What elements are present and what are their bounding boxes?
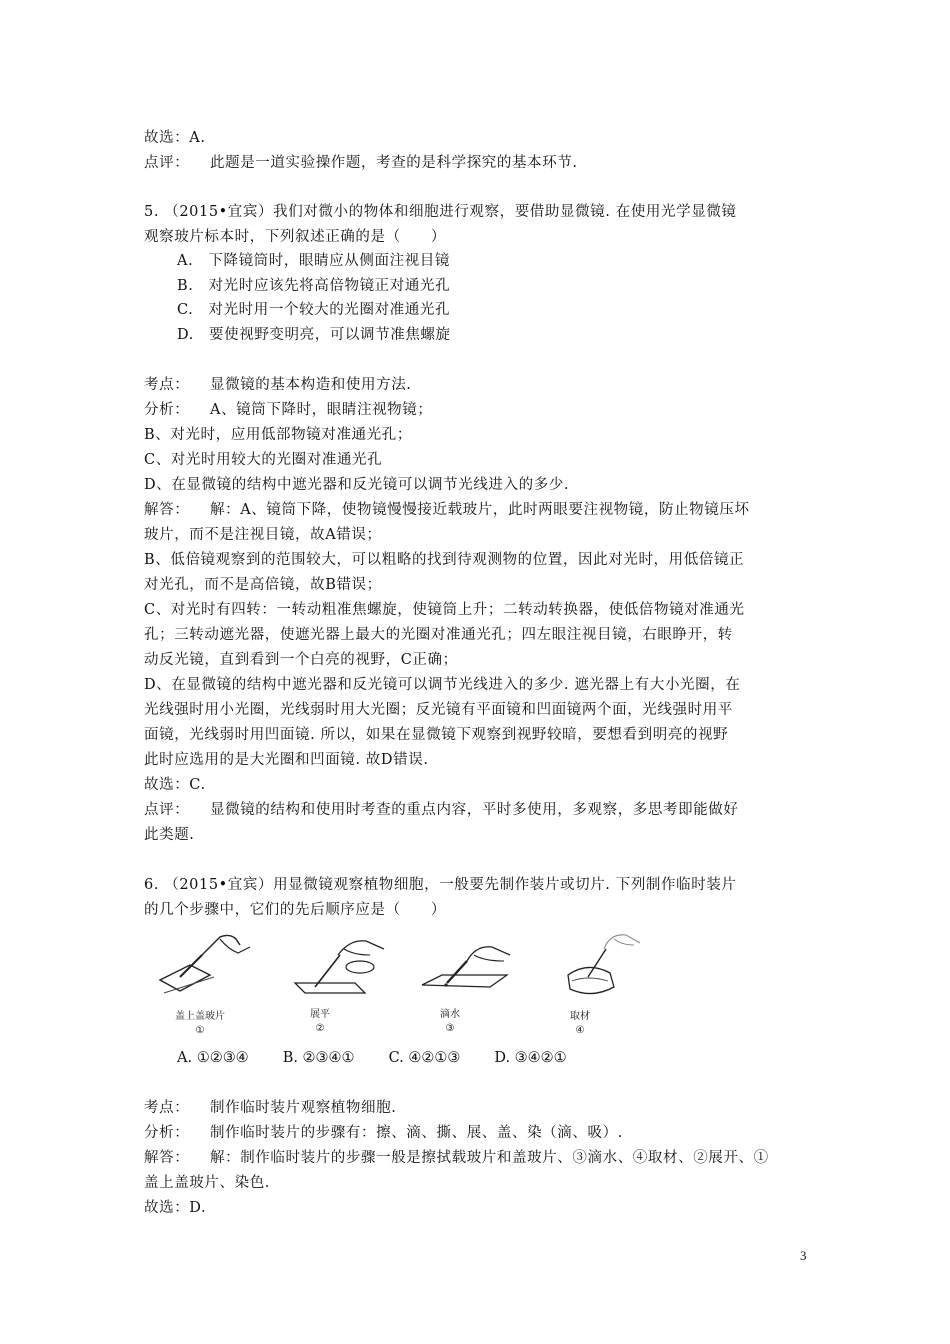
q6-choice-c: C. ④②①③ bbox=[388, 1050, 461, 1066]
comment-text: 此题是一道实验操作题，考查的是科学探究的基本环节. bbox=[210, 155, 578, 171]
q5-jieda-line2: 玻片，而不是注视目镜，故A错误； bbox=[144, 527, 382, 543]
pingping-label: 点评： bbox=[144, 802, 190, 818]
cover-slip-illustration bbox=[150, 925, 260, 1015]
q5-jieda-line4: 对光孔，而不是高倍镜，故B错误； bbox=[144, 577, 382, 593]
q5-jieda-line7: 动反光镜，直到看到一个白亮的视野，C正确； bbox=[144, 652, 458, 668]
kaodian-label: 考点： bbox=[144, 377, 190, 393]
q5-option-d: D. 要使视野变明亮，可以调节准焦螺旋 bbox=[177, 327, 451, 343]
q5-jieda-line3: B、低倍镜观察到的范围较大，可以粗略的找到待观测物的位置，因此对光时，用低倍镜正 bbox=[144, 552, 745, 568]
q6-choice-b: B. ②③④① bbox=[282, 1050, 355, 1066]
q5-option-a: A. 下降镜筒时，眼睛应从侧面注视目镜 bbox=[177, 253, 450, 269]
q6-stem-line2: 的几个步骤中，它们的先后顺序应是（ ） bbox=[144, 902, 446, 918]
fenxi-label: 分析： bbox=[144, 402, 190, 418]
q5-jieda-line6: 孔；三转动遮光器，使遮光器上最大的光圈对准通光孔；四左眼注视目镜，右眼睁开，转 bbox=[144, 627, 733, 643]
fenxi-text: A、镜筒下降时，眼睛注视物镜； bbox=[210, 402, 433, 418]
q5-jieda-line9: 光线强时用小光圈，光线弱时用大光圈；反光镜有平面镜和凹面镜两个面，光线强时用平 bbox=[144, 702, 733, 718]
q6-choice-a: A. ①②③④ bbox=[177, 1050, 249, 1066]
figure-step-4 bbox=[548, 925, 658, 1043]
q6-choices bbox=[177, 1048, 601, 1068]
page-number: 3 bbox=[800, 1248, 807, 1263]
q6-answer: 故选：D. bbox=[144, 1200, 207, 1216]
kaodian-label: 考点： bbox=[144, 1100, 190, 1116]
q5-fenxi-line2: B、对光时，应用低部物镜对准通光孔； bbox=[144, 427, 412, 443]
prev-answer: 故选：A. bbox=[144, 130, 206, 146]
figure-step-3 bbox=[412, 925, 522, 1043]
figure-number-4: ④ bbox=[575, 1025, 585, 1036]
q5-stem-line1: 5. （2015•宜宾）我们对微小的物体和细胞进行观察，要借助显微镜. 在使用光学显微镜 bbox=[144, 204, 737, 220]
figure-caption-1: 盖上盖玻片 bbox=[175, 1011, 225, 1022]
q5-jieda-line10: 面镜，光线弱时用凹面镜. 所以，如果在显微镜下观察到视野较暗，要想看到明亮的视野 bbox=[144, 727, 729, 743]
figure-step-1 bbox=[150, 925, 260, 1043]
q5-jieda-line11: 此时应选用的是大光圈和凹面镜. 故D错误. bbox=[144, 752, 429, 768]
prev-comment bbox=[144, 153, 578, 173]
q6-kaodian bbox=[144, 1098, 396, 1118]
fenxi-label: 分析： bbox=[144, 1125, 190, 1141]
drop-water-illustration bbox=[412, 925, 522, 1015]
figure-caption-4: 取材 bbox=[570, 1011, 590, 1022]
q5-stem-line2: 观察玻片标本时，下列叙述正确的是（ ） bbox=[144, 229, 446, 245]
q5-pingping-line2: 此类题. bbox=[144, 827, 195, 843]
figure-step-2 bbox=[280, 925, 390, 1043]
q6-choice-d: D. ③④②① bbox=[494, 1050, 567, 1066]
kaodian-text: 显微镜的基本构造和使用方法. bbox=[210, 377, 412, 393]
q5-jieda-line1 bbox=[144, 500, 750, 520]
q6-jieda-line2: 盖上盖玻片、染色. bbox=[144, 1175, 271, 1191]
flatten-illustration bbox=[280, 925, 390, 1015]
jieda-text: 解：制作临时装片的步骤一般是擦拭载玻片和盖玻片、③滴水、④取材、②展开、① bbox=[210, 1150, 769, 1166]
figure-number-2: ② bbox=[315, 1023, 325, 1034]
q6-jieda-line1 bbox=[144, 1148, 769, 1168]
comment-label: 点评： bbox=[144, 155, 190, 171]
q5-option-b: B. 对光时应该先将高倍物镜正对通光孔 bbox=[177, 278, 451, 294]
q5-jieda-line8: D、在显微镜的结构中遮光器和反光镜可以调节光线进入的多少. 遮光器上有大小光圈，在 bbox=[144, 677, 741, 693]
q5-fenxi-line1 bbox=[144, 400, 432, 420]
q6-stem-line1: 6. （2015•宜宾）用显微镜观察植物细胞，一般要先制作装片或切片. 下列制作临时装片 bbox=[144, 877, 737, 893]
jieda-label: 解答： bbox=[144, 1150, 190, 1166]
figure-number-1: ① bbox=[195, 1025, 205, 1036]
q5-jieda-line5: C、对光时有四转：一转动粗准焦螺旋，使镜筒上升；二转动转换器，使低倍物镜对准通光 bbox=[144, 602, 745, 618]
q5-answer: 故选：C. bbox=[144, 777, 206, 793]
take-material-illustration bbox=[548, 925, 658, 1015]
q6-figure bbox=[150, 925, 650, 1045]
q5-option-c: C. 对光时用一个较大的光圈对准通光孔 bbox=[177, 302, 451, 318]
q5-kaodian bbox=[144, 375, 412, 395]
q6-fenxi bbox=[144, 1123, 623, 1143]
q5-fenxi-line4: D、在显微镜的结构中遮光器和反光镜可以调节光线进入的多少. bbox=[144, 477, 570, 493]
kaodian-text: 制作临时装片观察植物细胞. bbox=[210, 1100, 397, 1116]
jieda-text: 解：A、镜筒下降，使物镜慢慢接近载玻片，此时两眼要注视物镜，防止物镜压坏 bbox=[210, 502, 750, 518]
q5-pingping-line1 bbox=[144, 800, 739, 820]
figure-number-3: ③ bbox=[445, 1023, 455, 1034]
pingping-text: 显微镜的结构和使用时考查的重点内容，平时多使用，多观察，多思考即能做好 bbox=[210, 802, 739, 818]
figure-caption-3: 滴水 bbox=[440, 1009, 460, 1020]
figure-caption-2: 展平 bbox=[310, 1009, 330, 1020]
jieda-label: 解答： bbox=[144, 502, 190, 518]
fenxi-text: 制作临时装片的步骤有：擦、滴、撕、展、盖、染（滴、吸）. bbox=[210, 1125, 623, 1141]
q5-fenxi-line3: C、对光时用较大的光圈对准通光孔 bbox=[144, 452, 383, 468]
